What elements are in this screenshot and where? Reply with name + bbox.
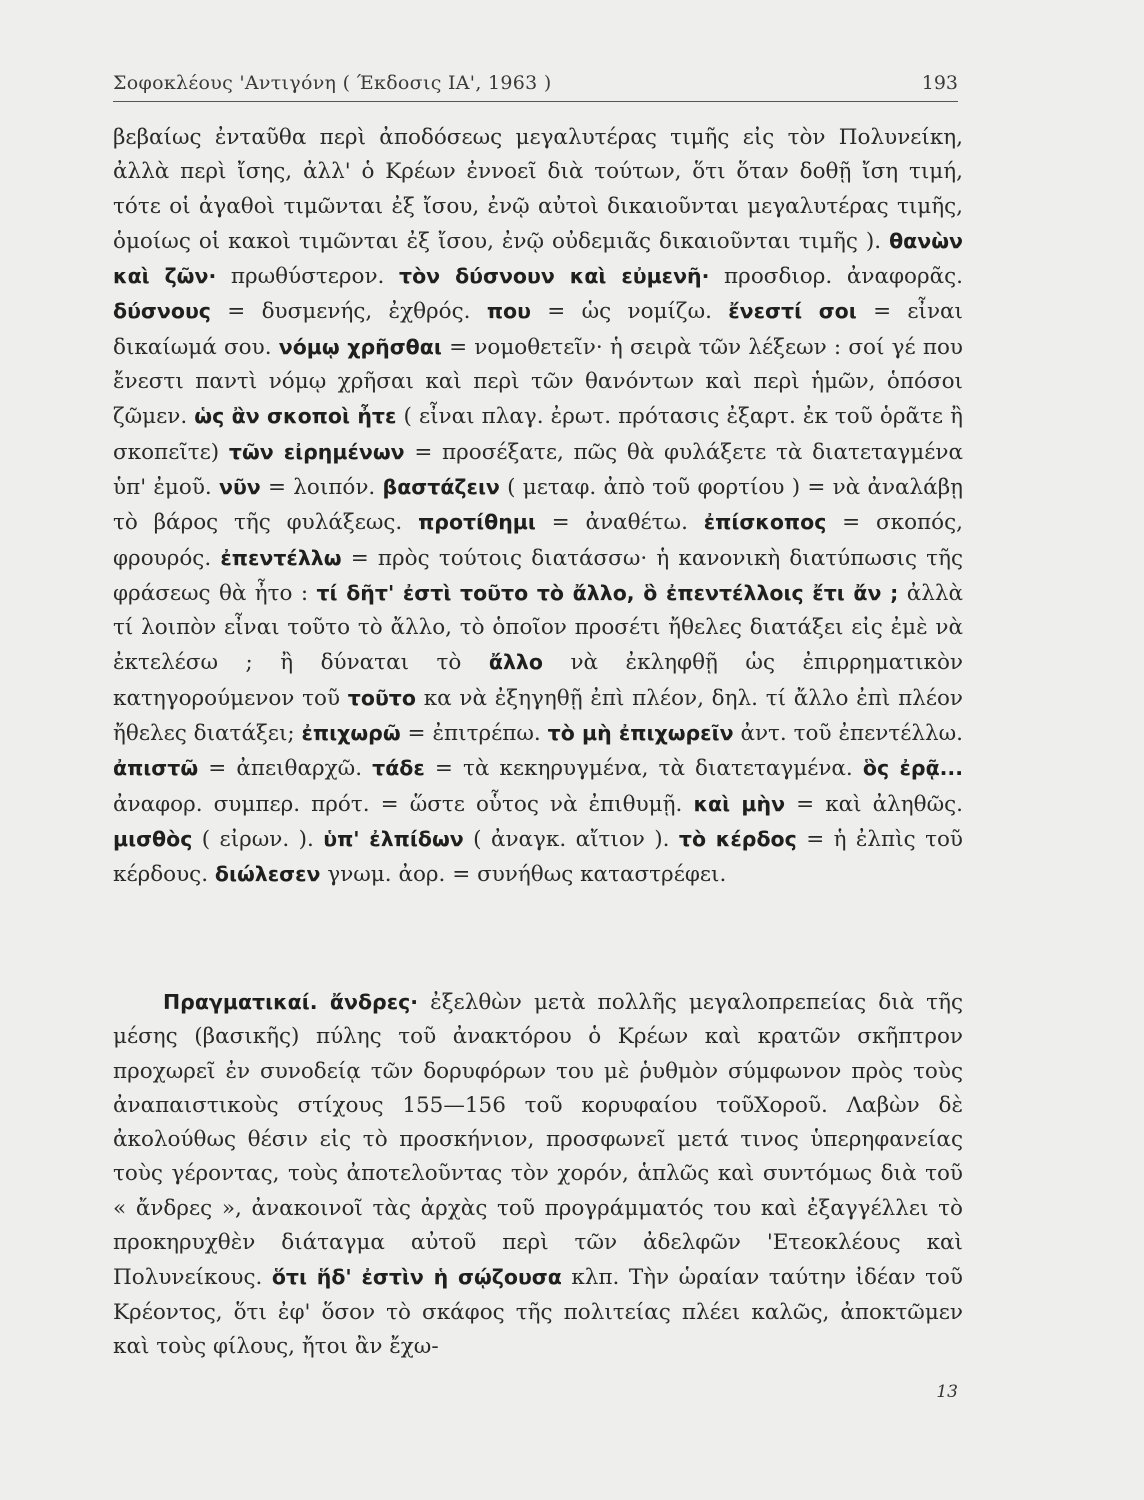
lemma-term: καὶ μὴν: [693, 791, 786, 816]
lemma-term: θανὼν καὶ ζῶν·: [113, 228, 963, 289]
lemma-term: προτίθημι: [418, 510, 536, 535]
lemma-term: δύσνους: [113, 299, 211, 324]
lemma-term: ἐπεντέλλω: [220, 545, 342, 570]
running-head: [113, 66, 958, 100]
lemma-term: διώλεσεν: [214, 862, 321, 887]
lemma-term: ὡς ἂν σκοποὶ ἦτε: [194, 404, 397, 429]
commentary-text: ( εἶναι πλαγ. ἐρωτ. πρότασις ἐξαρτ. ἐκ τοῦ ὁρᾶτε ἢ σκοπεῖτε): [113, 404, 963, 465]
commentary-text: νὰ ἐκληφθῇ ὡς ἐπιρρηματικὸν κατηγορούμενον τοῦ: [113, 650, 964, 711]
commentary-text: προσδιορ. ἀναφορᾶς.: [709, 264, 963, 290]
commentary-text: = νομοθετεῖν· ἡ σειρὰ τῶν λέξεων : σοί γέ που ἔνεστι παντὶ νόμῳ χρῆσαι καὶ περὶ τῶν θανόντων καὶ περὶ ἡμῶν, ὁπόσοι ζῶμεν.: [113, 334, 963, 430]
commentary-text: = δυσμενής, ἐχθρός.: [210, 299, 487, 325]
printer-signature-mark: 13: [936, 1382, 958, 1402]
commentary-text: ( μεταφ. ἀπὸ τοῦ φορτίου ) = νὰ ἀναλάβῃ τὸ βάρος τῆς φυλάξεως.: [113, 474, 964, 536]
lemma-term: τάδε: [372, 756, 425, 781]
header-rule: [113, 101, 958, 102]
lemma-term: βαστάζειν: [382, 474, 500, 499]
lemma-term: ὑπ' ἐλπίδων: [323, 826, 464, 851]
commentary-text: = εἶναι δικαίωμά σου.: [113, 299, 963, 360]
lemma-term: ὅτι ἥδ' ἐστὶν ἡ σῴζουσα: [271, 1265, 562, 1290]
commentary-paragraph-2: [113, 985, 963, 1364]
commentary-text: = τὰ κεκηρυγμένα, τὰ διατεταγμένα.: [424, 756, 863, 782]
commentary-text: = ἀναθέτω.: [535, 510, 704, 536]
commentary-text: = ἀπειθαρχῶ.: [198, 756, 373, 782]
commentary-text: = ἐπιτρέπω.: [400, 721, 548, 747]
lemma-term: τῶν εἰρημένων: [228, 439, 405, 464]
commentary-text: = ἡ ἐλπὶς τοῦ κέρδους.: [113, 826, 963, 888]
lemma-term: τὸ κέρδος: [678, 826, 797, 851]
commentary-text: ἀλλὰ τί λοιπὸν εἶναι τοῦτο τὸ ἄλλο, τὸ ὁποῖον προσέτι ἤθελες διατάξει εἰς ἐμὲ νὰ ἐκτελέσω ; ἢ δύναται τὸ: [113, 580, 963, 676]
lemma-term: ἔνεστί σοι: [728, 299, 857, 324]
lemma-term: τοῦτο: [347, 685, 416, 710]
commentary-text: γνωμ. ἀορ. = συνήθως καταστρέφει.: [320, 862, 727, 888]
commentary-text: = σκοπός, φρουρός.: [113, 510, 963, 571]
lemma-term: τὸ μὴ ἐπιχωρεῖν: [547, 721, 734, 746]
commentary-text: = ὡς νομίζω.: [530, 299, 729, 325]
commentary-text: βεβαίως ἐνταῦθα περὶ ἀποδόσεως μεγαλυτέρας τιμῆς εἰς τὸν Πολυνείκη, ἀλλὰ περὶ ἴσης, ἀλλ' ὁ Κρέων ἐννοεῖ διὰ τούτων, ὅτι ὅταν δοθῇ ἴση τιμή, τότε οἱ ἀγαθοὶ τιμῶνται ἐξ ἴσου, ἐνῷ αὐτοὶ δικαιοῦνται μεγαλυτέρας τιμῆς, ὁμοίως οἱ κακοὶ τιμῶνται ἐξ ἴσου, ἐνῷ οὐδεμιᾶς δικαιοῦνται τιμῆς ).: [113, 125, 963, 254]
lemma-term: Πραγματικαί. ἄνδρες·: [163, 990, 419, 1014]
lemma-term: ἐπίσκοπος: [703, 510, 827, 535]
commentary-text: ( εἰρων. ).: [192, 826, 324, 852]
lemma-term: ὃς ἐρᾷ...: [862, 756, 964, 781]
commentary-text: κλπ. Τὴν ὡραίαν ταύτην ἰδέαν τοῦ Κρέοντος, ὅτι ἐφ' ὅσον τὸ σκάφος τῆς πολιτείας πλέει καλῶς, ἀποκτῶμεν καὶ τοὺς φίλους, ἤτοι ἂν ἔχω-: [113, 1265, 963, 1359]
lemma-term: νόμῳ χρῆσθαι: [278, 334, 442, 359]
commentary-text: πρωθύστερον.: [216, 264, 400, 290]
running-head-title: Σοφοκλέους 'Αντιγόνη ( Έκδοσις ΙΑ', 1963 ): [113, 72, 552, 94]
commentary-text: ἀναφορ. συμπερ. πρότ. = ὥστε οὗτος νὰ ἐπιθυμῇ.: [113, 791, 694, 817]
commentary-text: κα νὰ ἐξηγηθῇ ἐπὶ πλέον, δηλ. τί ἄλλο ἐπὶ πλέον ἤθελες διατάξει;: [113, 685, 963, 747]
lemma-term: ἀπιστῶ: [113, 756, 199, 781]
lemma-term: τί δῆτ' ἐστὶ τοῦτο τὸ ἄλλο, ὃ ἐπεντέλλοις ἔτι ἄν ;: [316, 580, 899, 605]
lemma-term: μισθὸς: [113, 826, 193, 851]
commentary-paragraph-1: [113, 121, 963, 893]
commentary-text: ἀντ. τοῦ ἐπεντέλλω.: [733, 721, 963, 747]
lemma-term: τὸν δύσνουν καὶ εὐμενῆ·: [399, 264, 710, 289]
commentary-text: = πρὸς τούτοις διατάσσω· ἡ κανονικὴ διατύπωσις τῆς φράσεως θὰ ἦτο :: [113, 545, 963, 606]
page-number: 193: [921, 72, 958, 94]
lemma-term: ἄλλο: [488, 650, 543, 675]
commentary-text: = καὶ ἀληθῶς.: [785, 791, 964, 817]
lemma-term: που: [486, 299, 531, 324]
commentary-text: ( ἀναγκ. αἴτιον ).: [463, 826, 679, 852]
commentary-text: ἐξελθὼν μετὰ πολλῆς μεγαλοπρεπείας διὰ τῆς μέσης (βασικῆς) πύλης τοῦ ἀνακτόρου ὁ Κρέων καὶ κρατῶν σκῆπτρον προχωρεῖ ἐν συνοδείᾳ τῶν δορυφόρων του μὲ ῥυθμὸν σύμφωνον πρὸς τοὺς ἀναπαιστικοὺς στίχους 155—156 τοῦ κορυφαίου τοῦΧοροῦ. Λαβὼν δὲ ἀκολούθως θέσιν εἰς τὸ προσκήνιον, προσφωνεῖ μετά τινος ὑπερηφανείας τοὺς γέροντας, τοὺς ἀποτελοῦντας τὸν χορόν, ἁπλῶς καὶ συντόμως διὰ τοῦ « ἄνδρες », ἀνακοινοῖ τὰς ἀρχὰς τοῦ προγράμματός του καὶ ἐξαγγέλλει τὸ προκηρυχθὲν διάταγμα αὐτοῦ περὶ τῶν ἀδελφῶν 'Ετεοκλέους καὶ Πολυνείκους.: [113, 990, 963, 1291]
lemma-term: ἐπιχωρῶ: [301, 721, 401, 746]
commentary-text: = προσέξατε, πῶς θὰ φυλάξετε τὰ διατεταγμένα ὑπ' ἐμοῦ.: [113, 439, 963, 500]
lemma-term: νῦν: [218, 474, 261, 499]
commentary-text: = λοιπόν.: [260, 474, 383, 500]
